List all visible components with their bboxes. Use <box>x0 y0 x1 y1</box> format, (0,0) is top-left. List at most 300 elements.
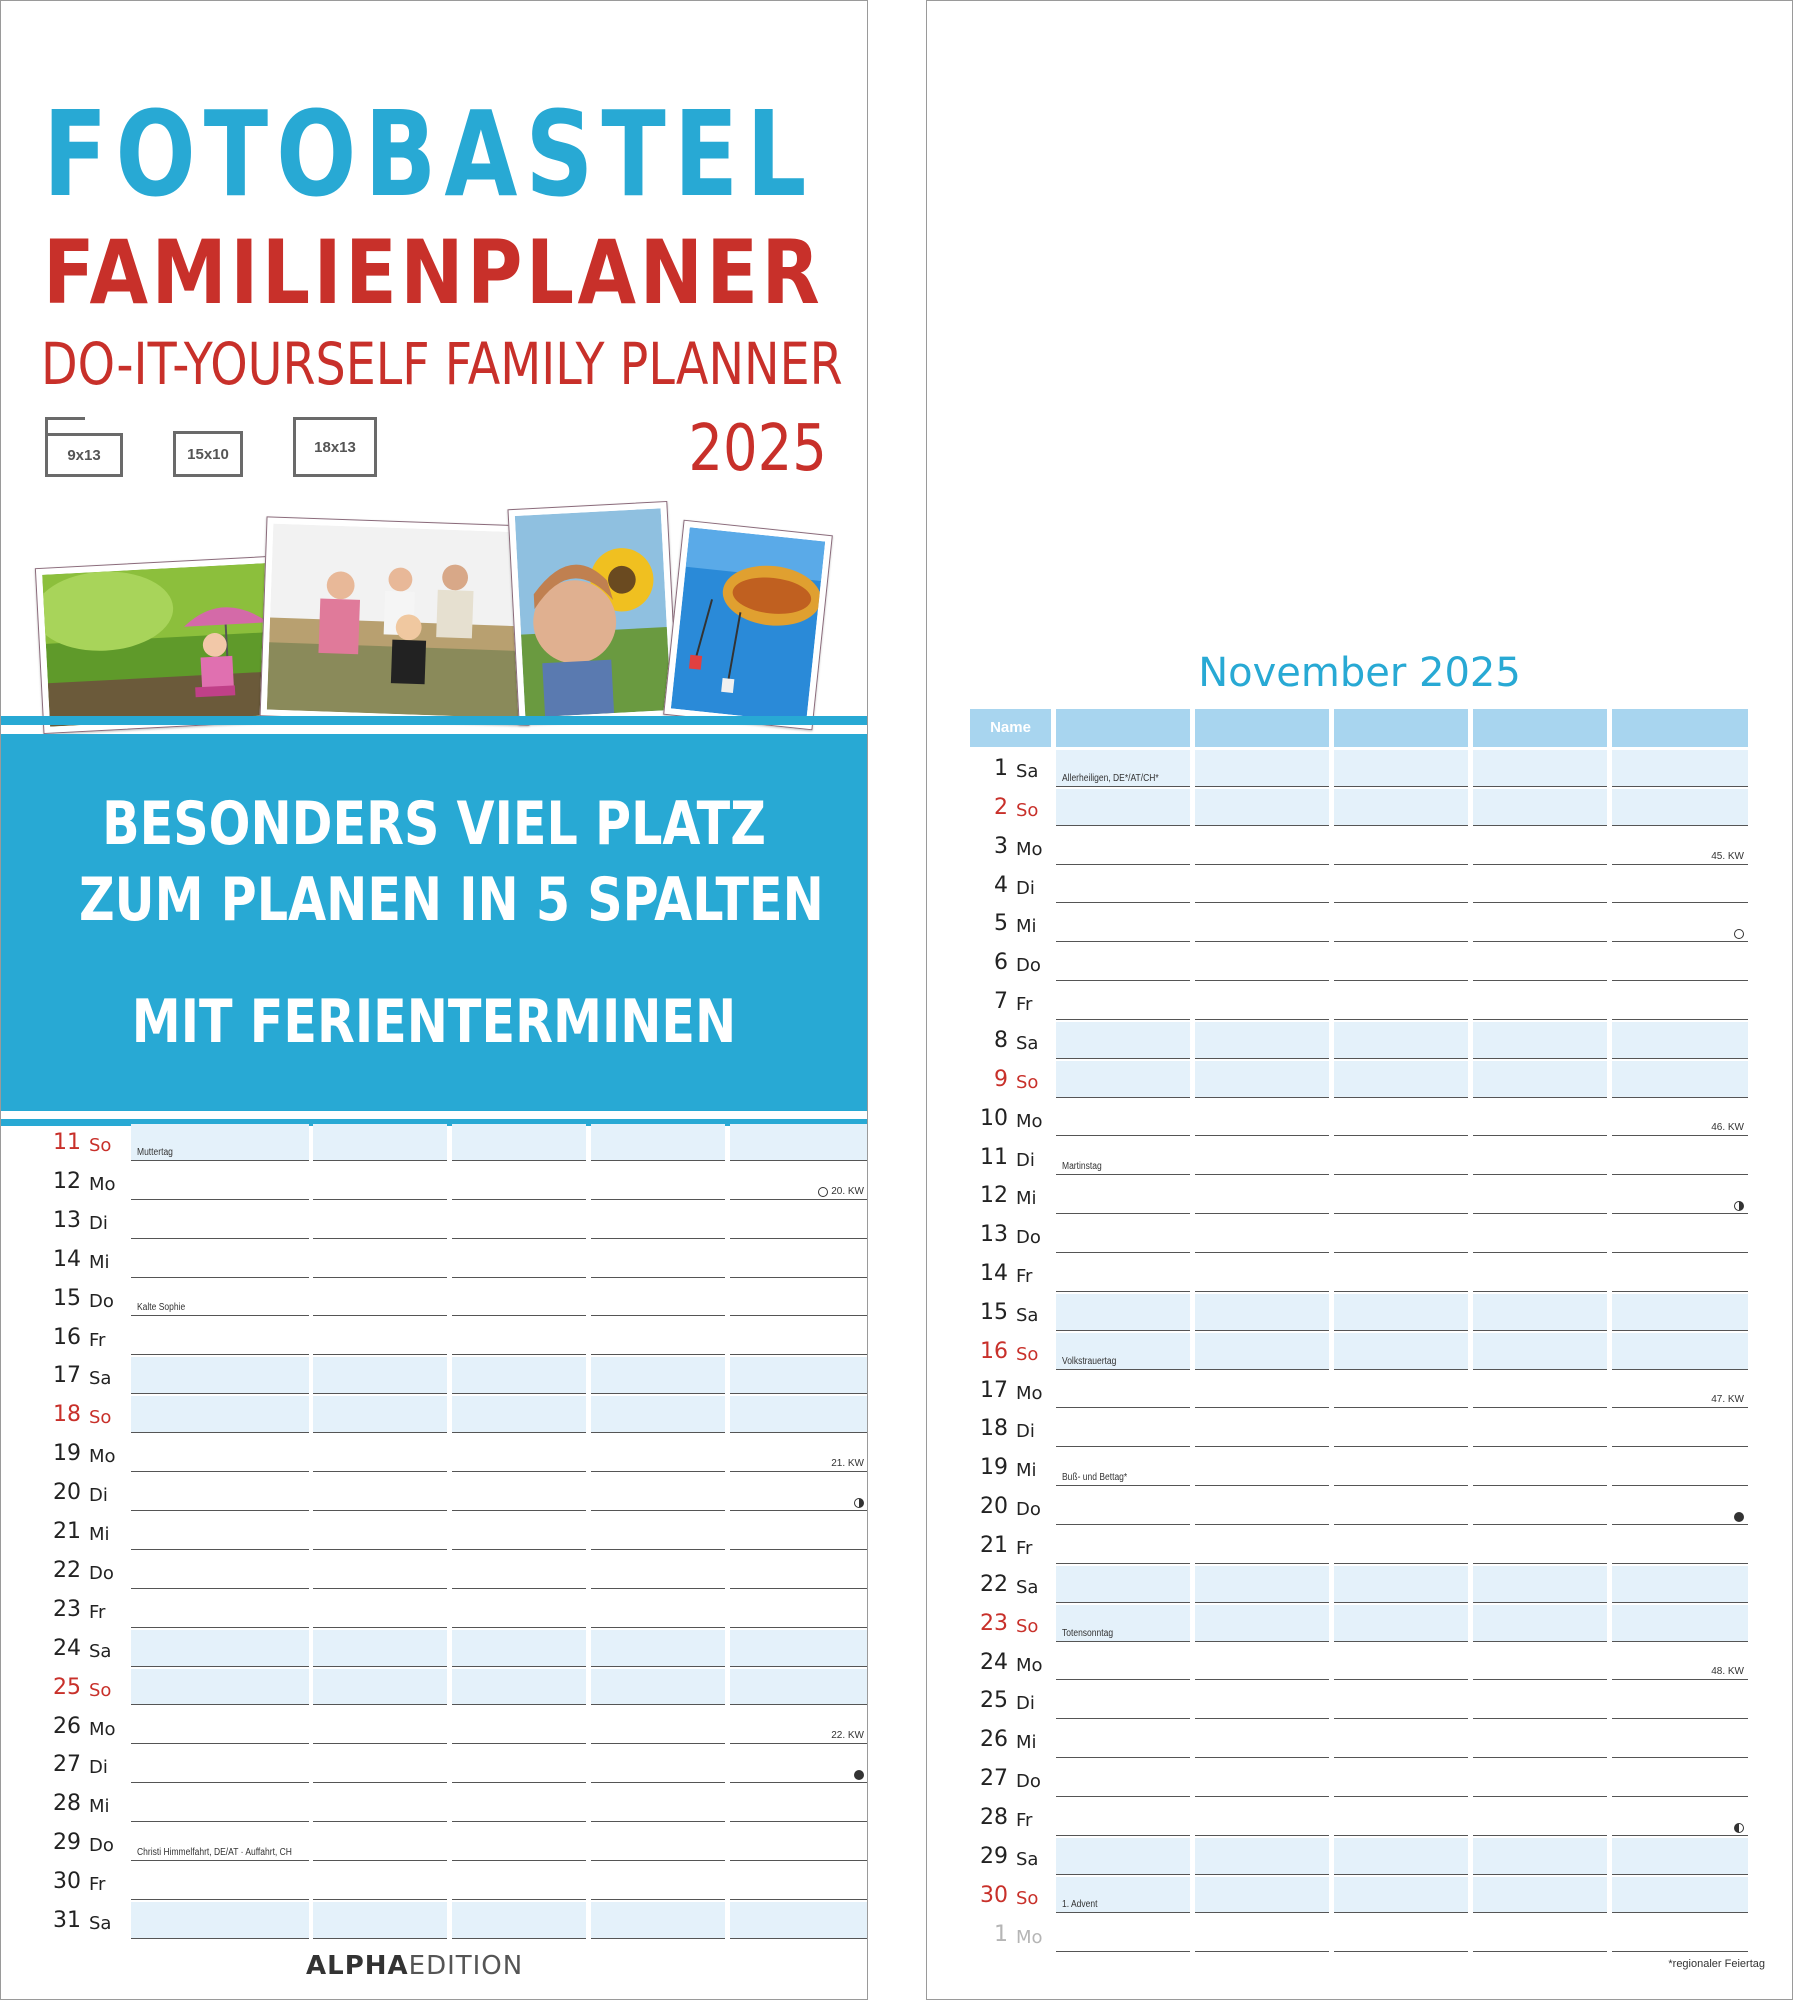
planner-cell-col-5[interactable] <box>730 1396 868 1433</box>
weekday-label: Mi <box>1016 1732 1037 1754</box>
planner-cell-col-1[interactable] <box>131 1552 309 1589</box>
planner-cell-col-2[interactable] <box>313 1785 447 1822</box>
planner-cell-col-2[interactable] <box>1195 944 1329 981</box>
planner-cell-col-3[interactable] <box>452 1785 586 1822</box>
planner-cell-col-5[interactable] <box>730 1746 868 1783</box>
planner-cell-col-4[interactable] <box>1473 750 1607 787</box>
planner-cell-col-3[interactable] <box>452 1163 586 1200</box>
weekday-label: So <box>1016 1887 1039 1909</box>
planner-cell-col-5[interactable] <box>730 1319 868 1356</box>
planner-cell-col-2[interactable] <box>1195 789 1329 826</box>
planner-cell-col-2[interactable] <box>1195 828 1329 865</box>
planner-cell-col-5[interactable] <box>1612 1333 1748 1370</box>
planner-cell-col-1[interactable] <box>1056 1721 1190 1758</box>
planner-cell-col-5[interactable] <box>730 1902 868 1939</box>
planner-cell-col-5[interactable] <box>730 1785 868 1822</box>
planner-cell-col-2[interactable] <box>1195 1139 1329 1176</box>
header-column-3[interactable] <box>1334 709 1468 747</box>
planner-cell-col-3[interactable] <box>452 1591 586 1628</box>
planner-cell-col-1[interactable] <box>131 1630 309 1667</box>
planner-cell-col-4[interactable] <box>1473 1294 1607 1331</box>
planner-cell-col-2[interactable] <box>1195 1061 1329 1098</box>
planner-cell-col-3[interactable] <box>1334 1488 1468 1525</box>
day-number: 14 <box>980 1261 1008 1287</box>
planner-cell-col-5[interactable] <box>1612 983 1748 1020</box>
day-row <box>970 1139 1750 1178</box>
planner-cell-col-5[interactable] <box>1612 905 1748 942</box>
planner-cell-col-4[interactable] <box>591 1552 725 1589</box>
planner-cell-col-3[interactable] <box>1334 1877 1468 1914</box>
planner-cell-col-3[interactable] <box>1334 983 1468 1020</box>
weekday-label: Do <box>89 1562 114 1584</box>
planner-cell-col-4[interactable] <box>591 1824 725 1861</box>
planner-cell-col-2[interactable] <box>313 1513 447 1550</box>
planner-cell-col-4[interactable] <box>591 1124 725 1161</box>
planner-cell-col-3[interactable] <box>1334 905 1468 942</box>
planner-cell-col-2[interactable] <box>1195 1488 1329 1525</box>
planner-cell-col-1[interactable] <box>1056 1294 1190 1331</box>
planner-cell-col-4[interactable] <box>1473 944 1607 981</box>
planner-cell-col-1[interactable] <box>131 1513 309 1550</box>
planner-cell-col-2[interactable] <box>313 1319 447 1356</box>
planner-cell-col-2[interactable] <box>1195 1410 1329 1447</box>
planner-cell-col-3[interactable] <box>1334 867 1468 904</box>
planner-cell-col-2[interactable] <box>1195 1100 1329 1137</box>
weekday-label: Sa <box>1016 1848 1039 1870</box>
header-column-1[interactable] <box>1056 709 1190 747</box>
planner-cell-col-5[interactable] <box>1612 1177 1748 1214</box>
planner-cell-col-3[interactable] <box>452 1746 586 1783</box>
planner-cell-col-1[interactable] <box>131 1202 309 1239</box>
weekday-label: So <box>1016 799 1039 821</box>
planner-cell-col-3[interactable] <box>452 1319 586 1356</box>
planner-cell-col-3[interactable] <box>452 1396 586 1433</box>
planner-cell-col-1[interactable] <box>1056 1682 1190 1719</box>
moon-phase-new-icon <box>1734 1512 1744 1522</box>
planner-cell-col-5[interactable] <box>1612 1061 1748 1098</box>
planner-cell-col-4[interactable] <box>1473 789 1607 826</box>
day-row <box>45 1708 864 1747</box>
day-number: 25 <box>980 1688 1008 1714</box>
planner-cell-col-1[interactable] <box>1056 905 1190 942</box>
planner-cell-col-4[interactable] <box>591 1746 725 1783</box>
day-row <box>970 750 1750 789</box>
planner-cell-col-1[interactable] <box>131 1319 309 1356</box>
planner-cell-col-3[interactable] <box>1334 1838 1468 1875</box>
planner-cell-col-4[interactable] <box>591 1902 725 1939</box>
planner-cell-col-5[interactable] <box>1612 1255 1748 1292</box>
planner-cell-col-2[interactable] <box>313 1163 447 1200</box>
planner-cell-col-3[interactable] <box>1334 1799 1468 1836</box>
planner-cell-col-3[interactable] <box>1334 828 1468 865</box>
planner-cell-col-2[interactable] <box>313 1630 447 1667</box>
day-row <box>970 1022 1750 1061</box>
planner-cell-col-5[interactable] <box>1612 1527 1748 1564</box>
planner-cell-col-2[interactable] <box>313 1902 447 1939</box>
planner-cell-col-3[interactable] <box>452 1552 586 1589</box>
planner-cell-col-2[interactable] <box>1195 1527 1329 1564</box>
planner-cell-col-1[interactable] <box>1056 867 1190 904</box>
planner-cell-col-3[interactable] <box>1334 1177 1468 1214</box>
day-row <box>970 1177 1750 1216</box>
planner-cell-col-4[interactable] <box>591 1669 725 1706</box>
weekday-label: Do <box>89 1835 114 1857</box>
planner-cell-col-1[interactable] <box>1056 1410 1190 1447</box>
planner-cell-col-4[interactable] <box>591 1513 725 1550</box>
planner-cell-col-5[interactable] <box>730 1591 868 1628</box>
planner-cell-col-4[interactable] <box>591 1280 725 1317</box>
planner-cell-col-2[interactable] <box>1195 1838 1329 1875</box>
planner-cell-col-4[interactable] <box>1473 1916 1607 1953</box>
planner-cell-col-5[interactable] <box>1612 1488 1748 1525</box>
planner-cell-col-1[interactable] <box>1056 1644 1190 1681</box>
holiday-note: Christi Himmelfahrt, DE/AT · Auffahrt, CH <box>137 1847 292 1859</box>
day-number: 23 <box>980 1610 1008 1636</box>
header-name-cell[interactable] <box>970 709 1051 747</box>
planner-cell-col-4[interactable] <box>1473 1449 1607 1486</box>
planner-cell-col-5[interactable] <box>730 1202 868 1239</box>
planner-cell-col-2[interactable] <box>1195 1721 1329 1758</box>
calendar-week-label: 48. KW <box>1711 1666 1744 1678</box>
planner-cell-col-4[interactable] <box>591 1163 725 1200</box>
planner-cell-col-4[interactable] <box>1473 1566 1607 1603</box>
planner-cell-col-4[interactable] <box>591 1474 725 1511</box>
day-row <box>970 789 1750 828</box>
planner-cell-col-2[interactable] <box>313 1241 447 1278</box>
day-number: 6 <box>994 950 1008 976</box>
planner-cell-col-2[interactable] <box>1195 1449 1329 1486</box>
planner-cell-col-3[interactable] <box>452 1902 586 1939</box>
planner-cell-col-5[interactable] <box>1612 1877 1748 1914</box>
planner-cell-col-3[interactable] <box>452 1474 586 1511</box>
planner-cell-col-4[interactable] <box>1473 1527 1607 1564</box>
weekday-label: So <box>1016 1343 1039 1365</box>
planner-cell-col-4[interactable] <box>1473 1372 1607 1409</box>
planner-cell-col-4[interactable] <box>591 1241 725 1278</box>
planner-cell-col-4[interactable] <box>1473 983 1607 1020</box>
planner-cell-col-4[interactable] <box>1473 1799 1607 1836</box>
planner-cell-col-2[interactable] <box>313 1591 447 1628</box>
planner-cell-col-3[interactable] <box>1334 1566 1468 1603</box>
planner-cell-col-2[interactable] <box>1195 1022 1329 1059</box>
weekday-label: Fr <box>89 1601 106 1623</box>
planner-cell-col-4[interactable] <box>591 1396 725 1433</box>
planner-cell-col-3[interactable] <box>452 1357 586 1394</box>
planner-cell-col-2[interactable] <box>1195 1605 1329 1642</box>
planner-cell-col-5[interactable] <box>1612 1410 1748 1447</box>
planner-cell-col-3[interactable] <box>1334 1644 1468 1681</box>
planner-cell-col-1[interactable] <box>131 1357 309 1394</box>
holiday-note: Kalte Sophie <box>137 1302 186 1314</box>
planner-cell-col-5[interactable] <box>730 1280 868 1317</box>
day-number: 12 <box>980 1183 1008 1209</box>
planner-cell-col-1[interactable] <box>131 1241 309 1278</box>
planner-cell-col-5[interactable] <box>1612 1799 1748 1836</box>
planner-cell-col-5[interactable] <box>1612 1139 1748 1176</box>
planner-cell-col-2[interactable] <box>1195 1760 1329 1797</box>
planner-cell-col-3[interactable] <box>1334 1721 1468 1758</box>
planner-cell-col-3[interactable] <box>452 1513 586 1550</box>
planner-cell-col-1[interactable] <box>131 1746 309 1783</box>
planner-cell-col-5[interactable] <box>1612 944 1748 981</box>
planner-cell-col-3[interactable] <box>452 1435 586 1472</box>
planner-cell-col-3[interactable] <box>1334 1449 1468 1486</box>
planner-cell-col-4[interactable] <box>1473 1838 1607 1875</box>
planner-cell-col-4[interactable] <box>591 1863 725 1900</box>
planner-cell-col-1[interactable] <box>1056 983 1190 1020</box>
planner-cell-col-4[interactable] <box>1473 1721 1607 1758</box>
planner-cell-col-3[interactable] <box>1334 1372 1468 1409</box>
planner-cell-col-1[interactable] <box>1056 789 1190 826</box>
planner-cell-col-2[interactable] <box>1195 905 1329 942</box>
planner-cell-col-2[interactable] <box>313 1396 447 1433</box>
planner-cell-col-1[interactable] <box>1056 1799 1190 1836</box>
planner-cell-col-2[interactable] <box>1195 1916 1329 1953</box>
planner-cell-col-2[interactable] <box>313 1202 447 1239</box>
planner-cell-col-1[interactable] <box>131 1785 309 1822</box>
planner-cell-col-5[interactable] <box>730 1552 868 1589</box>
day-row <box>45 1552 825 1591</box>
planner-cell-col-5[interactable] <box>730 1669 868 1706</box>
planner-cell-col-5[interactable] <box>730 1474 868 1511</box>
planner-cell-col-1[interactable] <box>1056 1022 1190 1059</box>
planner-cell-col-3[interactable] <box>452 1280 586 1317</box>
planner-cell-col-4[interactable] <box>591 1591 725 1628</box>
planner-cell-col-2[interactable] <box>313 1357 447 1394</box>
planner-cell-col-3[interactable] <box>1334 1527 1468 1564</box>
planner-cell-col-3[interactable] <box>452 1863 586 1900</box>
planner-cell-col-1[interactable] <box>1056 1177 1190 1214</box>
planner-cell-col-5[interactable] <box>1612 1916 1748 1953</box>
moon-phase-first-icon <box>1734 1823 1744 1833</box>
weekday-label: So <box>89 1135 112 1156</box>
planner-cell-col-1[interactable] <box>1056 1216 1190 1253</box>
planner-cell-col-4[interactable] <box>1473 1682 1607 1719</box>
planner-cell-col-1[interactable] <box>1056 1760 1190 1797</box>
weekday-label: Di <box>89 1212 108 1234</box>
day-number: 16 <box>980 1338 1008 1364</box>
planner-cell-col-2[interactable] <box>313 1824 447 1861</box>
weekday-label: Do <box>1016 955 1041 977</box>
header-column-4[interactable] <box>1473 709 1607 747</box>
planner-cell-col-1[interactable] <box>131 1435 309 1472</box>
planner-cell-col-4[interactable] <box>591 1202 725 1239</box>
planner-cell-col-1[interactable] <box>131 1902 309 1939</box>
planner-cell-col-3[interactable] <box>1334 1139 1468 1176</box>
day-number: 19 <box>980 1455 1008 1481</box>
planner-cell-col-2[interactable] <box>313 1863 447 1900</box>
planner-cell-col-3[interactable] <box>1334 789 1468 826</box>
planner-cell-col-2[interactable] <box>313 1552 447 1589</box>
planner-cell-col-2[interactable] <box>1195 1566 1329 1603</box>
planner-cell-col-2[interactable] <box>1195 1644 1329 1681</box>
planner-cell-col-4[interactable] <box>1473 1644 1607 1681</box>
planner-cell-col-1[interactable] <box>131 1474 309 1511</box>
logo-bold: ALPHA <box>306 1951 409 1981</box>
day-row <box>970 1372 1750 1411</box>
day-row <box>970 1100 1750 1139</box>
planner-cell-col-2[interactable] <box>1195 983 1329 1020</box>
day-number: 1 <box>994 756 1008 781</box>
planner-cell-col-3[interactable] <box>1334 1216 1468 1253</box>
planner-cell-col-4[interactable] <box>1473 828 1607 865</box>
planner-cell-col-5[interactable] <box>730 1241 868 1278</box>
planner-cell-col-4[interactable] <box>1473 1410 1607 1447</box>
planner-cell-col-1[interactable] <box>131 1396 309 1433</box>
planner-cell-col-2[interactable] <box>313 1669 447 1706</box>
planner-cell-col-4[interactable] <box>1473 1333 1607 1370</box>
planner-cell-col-3[interactable] <box>1334 944 1468 981</box>
planner-cell-col-5[interactable] <box>1612 1566 1748 1603</box>
planner-cell-col-5[interactable] <box>730 1124 868 1161</box>
planner-cell-col-5[interactable] <box>730 1863 868 1900</box>
planner-cell-col-2[interactable] <box>313 1124 447 1161</box>
planner-cell-col-3[interactable] <box>1334 1605 1468 1642</box>
planner-cell-col-4[interactable] <box>1473 1139 1607 1176</box>
planner-cell-col-4[interactable] <box>591 1319 725 1356</box>
day-number: 29 <box>980 1843 1008 1869</box>
planner-cell-col-4[interactable] <box>1473 1177 1607 1214</box>
planner-cell-col-5[interactable] <box>1612 1449 1748 1486</box>
banner-line-2: ZUM PLANEN IN 5 SPALTEN <box>78 865 824 935</box>
day-number: 9 <box>994 1066 1008 1092</box>
planner-cell-col-4[interactable] <box>1473 1255 1607 1292</box>
planner-cell-col-1[interactable] <box>1056 1255 1190 1292</box>
day-number: 21 <box>53 1519 81 1544</box>
planner-cell-col-4[interactable] <box>1473 1488 1607 1525</box>
planner-cell-col-3[interactable] <box>1334 1410 1468 1447</box>
planner-cell-col-4[interactable] <box>1473 867 1607 904</box>
planner-cell-col-4[interactable] <box>1473 905 1607 942</box>
planner-cell-col-5[interactable] <box>730 1630 868 1667</box>
planner-cell-col-3[interactable] <box>1334 1916 1468 1953</box>
planner-cell-col-4[interactable] <box>1473 1605 1607 1642</box>
planner-cell-col-3[interactable] <box>1334 1294 1468 1331</box>
planner-cell-col-5[interactable] <box>730 1357 868 1394</box>
planner-cell-col-4[interactable] <box>1473 1760 1607 1797</box>
weekday-label: Di <box>89 1485 108 1507</box>
planner-cell-col-4[interactable] <box>591 1630 725 1667</box>
planner-cell-col-2[interactable] <box>313 1746 447 1783</box>
planner-cell-col-3[interactable] <box>452 1824 586 1861</box>
planner-cell-col-1[interactable] <box>1056 828 1190 865</box>
planner-cell-col-1[interactable] <box>131 1591 309 1628</box>
planner-cell-col-4[interactable] <box>591 1435 725 1472</box>
planner-cell-col-2[interactable] <box>313 1280 447 1317</box>
day-row <box>45 1124 825 1163</box>
planner-cell-col-2[interactable] <box>1195 1682 1329 1719</box>
title-fotobastel: FOTOBASTEL <box>43 85 815 223</box>
planner-cell-col-3[interactable] <box>452 1630 586 1667</box>
planner-cell-col-1[interactable] <box>131 1708 309 1745</box>
planner-cell-col-2[interactable] <box>1195 1372 1329 1409</box>
header-column-2[interactable] <box>1195 709 1329 747</box>
planner-cell-col-1[interactable] <box>131 1863 309 1900</box>
planner-cell-col-1[interactable] <box>1056 1372 1190 1409</box>
planner-cell-col-2[interactable] <box>313 1708 447 1745</box>
day-number: 19 <box>53 1441 81 1467</box>
planner-cell-col-3[interactable] <box>452 1124 586 1161</box>
planner-cell-col-4[interactable] <box>591 1357 725 1394</box>
planner-cell-col-4[interactable] <box>1473 1022 1607 1059</box>
planner-cell-col-1[interactable] <box>131 1669 309 1706</box>
weekday-label: Mi <box>1016 916 1037 938</box>
planner-cell-col-4[interactable] <box>591 1708 725 1745</box>
planner-cell-col-2[interactable] <box>313 1474 447 1511</box>
planner-cell-col-1[interactable] <box>1056 1100 1190 1137</box>
planner-cell-col-2[interactable] <box>313 1435 447 1472</box>
planner-cell-col-2[interactable] <box>1195 1877 1329 1914</box>
planner-cell-col-1[interactable] <box>1056 1488 1190 1525</box>
planner-cell-col-5[interactable] <box>1612 867 1748 904</box>
calendar-week-label: 22. KW <box>831 1730 864 1742</box>
planner-cell-col-2[interactable] <box>1195 1177 1329 1214</box>
header-column-5[interactable] <box>1612 709 1748 747</box>
planner-cell-col-5[interactable] <box>1612 1605 1748 1642</box>
day-row <box>970 1760 1750 1799</box>
planner-cell-col-5[interactable] <box>1612 750 1748 787</box>
planner-cell-col-3[interactable] <box>452 1241 586 1278</box>
planner-cell-col-5[interactable] <box>730 1824 868 1861</box>
planner-cell-col-4[interactable] <box>591 1785 725 1822</box>
weekday-label: Sa <box>89 1368 112 1390</box>
planner-cell-col-4[interactable] <box>1473 1216 1607 1253</box>
planner-cell-col-1[interactable] <box>1056 944 1190 981</box>
planner-cell-col-2[interactable] <box>1195 1333 1329 1370</box>
planner-cell-col-3[interactable] <box>452 1669 586 1706</box>
planner-cell-col-2[interactable] <box>1195 1294 1329 1331</box>
planner-cell-col-5[interactable] <box>1612 1022 1748 1059</box>
weekday-label: Fr <box>1016 994 1033 1016</box>
planner-cell-col-3[interactable] <box>1334 1255 1468 1292</box>
planner-cell-col-3[interactable] <box>452 1202 586 1239</box>
planner-cell-col-3[interactable] <box>1334 1333 1468 1370</box>
planner-cell-col-3[interactable] <box>1334 1061 1468 1098</box>
planner-cell-col-2[interactable] <box>1195 1255 1329 1292</box>
day-number: 7 <box>994 989 1008 1015</box>
planner-cell-col-1[interactable] <box>131 1163 309 1200</box>
planner-cell-col-4[interactable] <box>1473 1877 1607 1914</box>
planner-cell-col-5[interactable] <box>1612 1760 1748 1797</box>
planner-cell-col-3[interactable] <box>452 1708 586 1745</box>
day-number: 4 <box>994 872 1008 898</box>
planner-cell-col-5[interactable] <box>1612 1721 1748 1758</box>
planner-cell-col-4[interactable] <box>1473 1061 1607 1098</box>
planner-cell-col-1[interactable] <box>1056 1566 1190 1603</box>
planner-cell-col-1[interactable] <box>1056 1527 1190 1564</box>
planner-cell-col-5[interactable] <box>730 1513 868 1550</box>
planner-cell-col-3[interactable] <box>1334 1682 1468 1719</box>
planner-cell-col-1[interactable] <box>1056 1061 1190 1098</box>
planner-cell-col-3[interactable] <box>1334 1022 1468 1059</box>
planner-cell-col-2[interactable] <box>1195 867 1329 904</box>
planner-cell-col-1[interactable] <box>1056 1838 1190 1875</box>
planner-cell-col-5[interactable] <box>1612 1838 1748 1875</box>
planner-cell-col-2[interactable] <box>1195 750 1329 787</box>
planner-cell-col-5[interactable] <box>1612 789 1748 826</box>
planner-cell-col-3[interactable] <box>1334 1760 1468 1797</box>
day-number: 8 <box>994 1027 1008 1053</box>
planner-cell-col-3[interactable] <box>1334 1100 1468 1137</box>
planner-cell-col-2[interactable] <box>1195 1799 1329 1836</box>
planner-cell-col-5[interactable] <box>1612 1216 1748 1253</box>
planner-cell-col-5[interactable] <box>1612 1682 1748 1719</box>
planner-cell-col-1[interactable] <box>1056 1916 1190 1953</box>
planner-cell-col-5[interactable] <box>1612 1294 1748 1331</box>
planner-cell-col-3[interactable] <box>1334 750 1468 787</box>
planner-cell-col-4[interactable] <box>1473 1100 1607 1137</box>
planner-cell-col-2[interactable] <box>1195 1216 1329 1253</box>
